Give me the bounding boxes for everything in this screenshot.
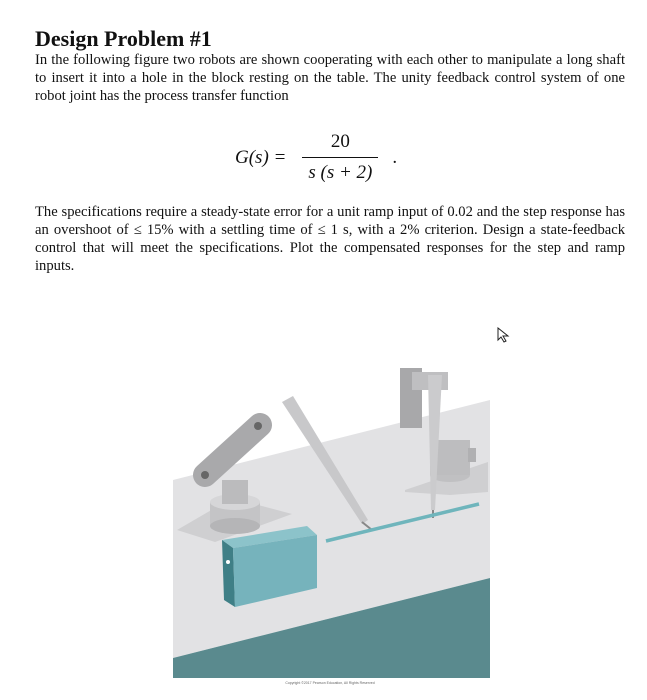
equation-period: . [392, 146, 398, 168]
problem-title: Design Problem #1 [35, 26, 212, 51]
block-side [222, 540, 235, 607]
equation-fraction [302, 131, 378, 184]
specifications-paragraph: The specifications require a steady-state error for a unit ramp input of 0.02 and the step response has an overshoot of ≤ 15% with a settling time of ≤ 1 s, with a 2% criterion. Design a state-feedback control that will meet the specifications. Plot the compensated responses for the step and ramp inputs. [35, 204, 625, 274]
transfer-function-equation [235, 125, 397, 190]
equation-numerator: 20 [330, 131, 350, 152]
mouse-pointer-icon [497, 327, 511, 343]
figure-copyright: Copyright ©2017 Pearson Education, All Rights Reserved [285, 681, 375, 685]
equation-lhs: G(s) = [235, 146, 287, 168]
equation-denominator: s (s + 2) [302, 157, 378, 184]
problem-intro-paragraph: In the following figure two robots are shown cooperating with each other to manipulate a long shaft to insert it into a hole in the block resting on the table. The unity feedback control system of one robot joint has the process transfer function [35, 52, 625, 104]
robots-figure [150, 330, 510, 700]
